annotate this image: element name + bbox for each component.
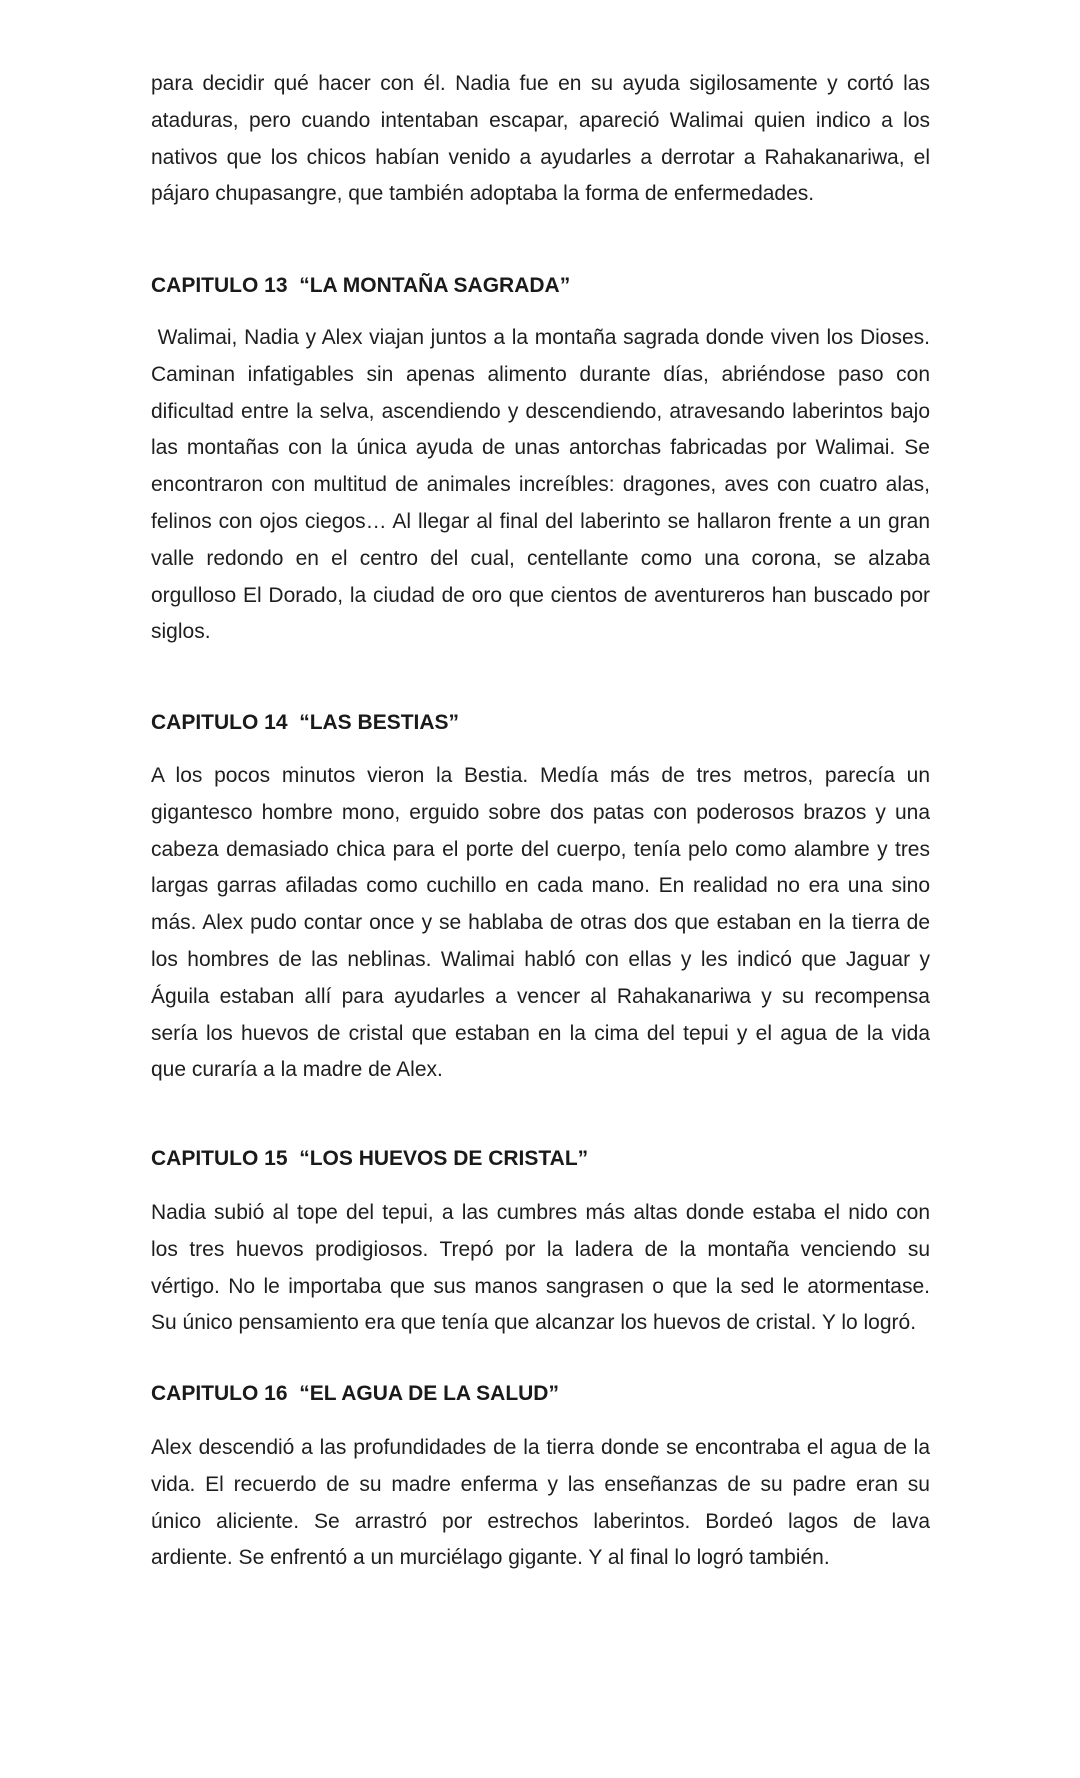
paragraph-chapter-13 [151,320,930,651]
text-line: los hombres de las neblinas. Walimai habló con ellas y les indicó que Jaguar y [151,947,930,971]
text-line: cabeza demasiado chica para el porte del cuerpo, tenía pelo como alambre y tres [151,837,930,861]
text-line: Alex descendió a las profundidades de la tierra donde se encontraba el agua de la [151,1436,930,1459]
text-line: Águila estaban allí para ayudarles a vencer al Rahakanariwa y su recompensa [151,984,930,1008]
text-line: Su único pensamiento era que tenía que alcanzar los huevos de cristal. Y lo logró. [151,1311,917,1335]
text-line: Caminan infatigables sin apenas alimento durante días, abriéndose paso con [151,362,930,386]
text-line: siglos. [151,620,211,644]
chapter-14-heading: CAPITULO 14 “LAS BESTIAS” [151,711,460,734]
text-line: encontraron con multitud de animales increíbles: dragones, aves con cuatro alas, [151,473,930,497]
text-line: ataduras, pero cuando intentaban escapar, apareció Walimai quien indico a los [151,108,930,132]
text-line: pájaro chupasangre, que también adoptaba la forma de enfermedades. [151,182,815,206]
text-line: felinos con ojos ciegos… Al llegar al final del laberinto se hallaron frente a un gran [151,509,930,533]
paragraph-chapter-16 [151,1430,930,1577]
text-line: dificultad entre la selva, ascendiendo y descendiendo, atravesando laberintos bajo [151,399,930,423]
text-line: nativos que los chicos habían venido a ayudarles a derrotar a Rahakanariwa, el [151,145,930,169]
text-line: Nadia subió al tope del tepui, a las cumbres más altas donde estaba el nido con [151,1201,930,1224]
paragraph-chapter-15 [151,1195,930,1342]
text-line: los tres huevos prodigiosos. Trepó por la ladera de la montaña venciendo su [151,1237,930,1261]
text-line: ardiente. Se enfrentó a un murciélago gigante. Y al final lo logró también. [151,1546,830,1570]
text-line: las montañas con la única ayuda de unas antorchas fabricadas por Walimai. Se [151,436,930,460]
text-line: único aliciente. Se arrastró por estrechos laberintos. Bordeó lagos de lava [151,1509,930,1533]
text-line: vértigo. No le importaba que sus manos sangrasen o que la sed le atormentase. [151,1274,930,1298]
chapter-13-heading: CAPITULO 13 “LA MONTAÑA SAGRADA” [151,274,571,297]
paragraph-chapter-12-end [151,66,930,213]
text-line: sería los huevos de cristal que estaban en la cima del tepui y el agua de la vida [151,1021,930,1045]
text-line: Walimai, Nadia y Alex viajan juntos a la montaña sagrada donde viven los Dioses. [151,326,930,349]
paragraph-chapter-14 [151,758,930,1089]
text-line: para decidir qué hacer con él. Nadia fue en su ayuda sigilosamente y cortó las [151,72,930,95]
text-line: largas garras afiladas como cuchillo en cada mano. En realidad no era una sino [151,874,930,898]
text-line: orgulloso El Dorado, la ciudad de oro que cientos de aventureros han buscado por [151,583,930,607]
text-line: más. Alex pudo contar once y se hablaba de otras dos que estaban en la tierra de [151,911,930,935]
text-line: gigantesco hombre mono, erguido sobre dos patas con poderosos brazos y una [151,800,930,824]
text-line: A los pocos minutos vieron la Bestia. Medía más de tres metros, parecía un [151,764,930,787]
text-line: vida. El recuerdo de su madre enferma y las enseñanzas de su padre eran su [151,1472,930,1496]
chapter-15-heading: CAPITULO 15 “LOS HUEVOS DE CRISTAL” [151,1147,589,1170]
chapter-16-heading: CAPITULO 16 “EL AGUA DE LA SALUD” [151,1382,559,1405]
text-line: valle redondo en el centro del cual, centellante como una corona, se alzaba [151,546,930,570]
text-line: que curaría a la madre de Alex. [151,1058,443,1082]
